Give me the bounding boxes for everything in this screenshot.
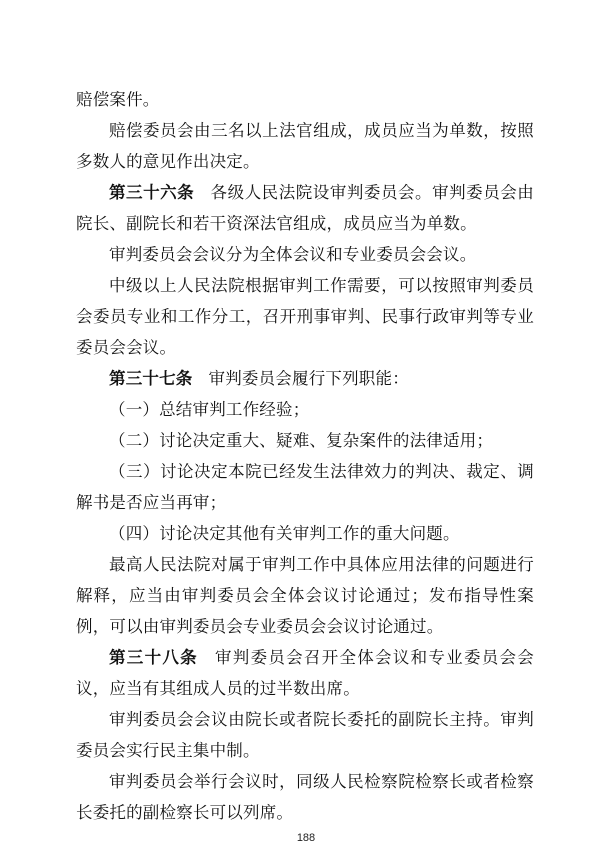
paragraph-text: 赔偿委员会由三名以上法官组成，成员应当为单数，按照多数人的意见作出决定。 xyxy=(76,121,534,171)
article-38 xyxy=(76,642,534,704)
article-text: 审判委员会履行下列职能： xyxy=(208,369,409,388)
paragraph-text: 中级以上人民法院根据审判工作需要，可以按照审判委员会委员专业和工作分工，召开刑事审判、民事行政审判等专业委员会会议。 xyxy=(76,276,534,357)
list-item-text: （二）讨论决定重大、疑难、复杂案件的法律适用； xyxy=(109,431,494,450)
paragraph xyxy=(76,239,534,270)
article-text: 审判委员会召开全体会议和专业委员会会议，应当有其组成人员的过半数出席。 xyxy=(76,648,535,698)
paragraph-continuation xyxy=(76,84,534,115)
article-37 xyxy=(76,363,534,394)
paragraph xyxy=(76,115,534,177)
list-item-text: （三）讨论决定本院已经发生法律效力的判决、裁定、调解书是否应当再审； xyxy=(76,462,534,512)
list-item xyxy=(76,425,534,456)
article-label: 第三十六条 xyxy=(109,183,195,202)
article-text: 各级人民法院设审判委员会。审判委员会由院长、副院长和若干资深法官组成，成员应当为单数。 xyxy=(76,183,535,233)
list-item-text: （四）讨论决定其他有关审判工作的重大问题。 xyxy=(109,524,460,543)
article-36 xyxy=(76,177,534,239)
paragraph xyxy=(76,549,534,642)
paragraph-text: 最高人民法院对属于审判工作中具体应用法律的问题进行解释，应当由审判委员会全体会议讨论通过；发布指导性案例，可以由审判委员会专业委员会会议讨论通过。 xyxy=(76,555,534,636)
paragraph xyxy=(76,704,534,766)
paragraph-text: 审判委员会举行会议时，同级人民检察院检察长或者检察长委托的副检察长可以列席。 xyxy=(76,772,534,822)
page-number: 188 xyxy=(296,832,316,844)
article-label: 第三十七条 xyxy=(109,369,193,388)
list-item xyxy=(76,394,534,425)
article-label: 第三十八条 xyxy=(109,648,198,667)
paragraph-text: 赔偿案件。 xyxy=(76,90,160,109)
list-item-text: （一）总结审判工作经验； xyxy=(109,400,310,419)
paragraph-text: 审判委员会会议分为全体会议和专业委员会会议。 xyxy=(109,245,477,264)
paragraph-text: 审判委员会会议由院长或者院长委托的副院长主持。审判委员会实行民主集中制。 xyxy=(76,710,534,760)
paragraph xyxy=(76,270,534,363)
list-item xyxy=(76,518,534,549)
document-body xyxy=(76,84,534,828)
paragraph xyxy=(76,766,534,828)
list-item xyxy=(76,456,534,518)
